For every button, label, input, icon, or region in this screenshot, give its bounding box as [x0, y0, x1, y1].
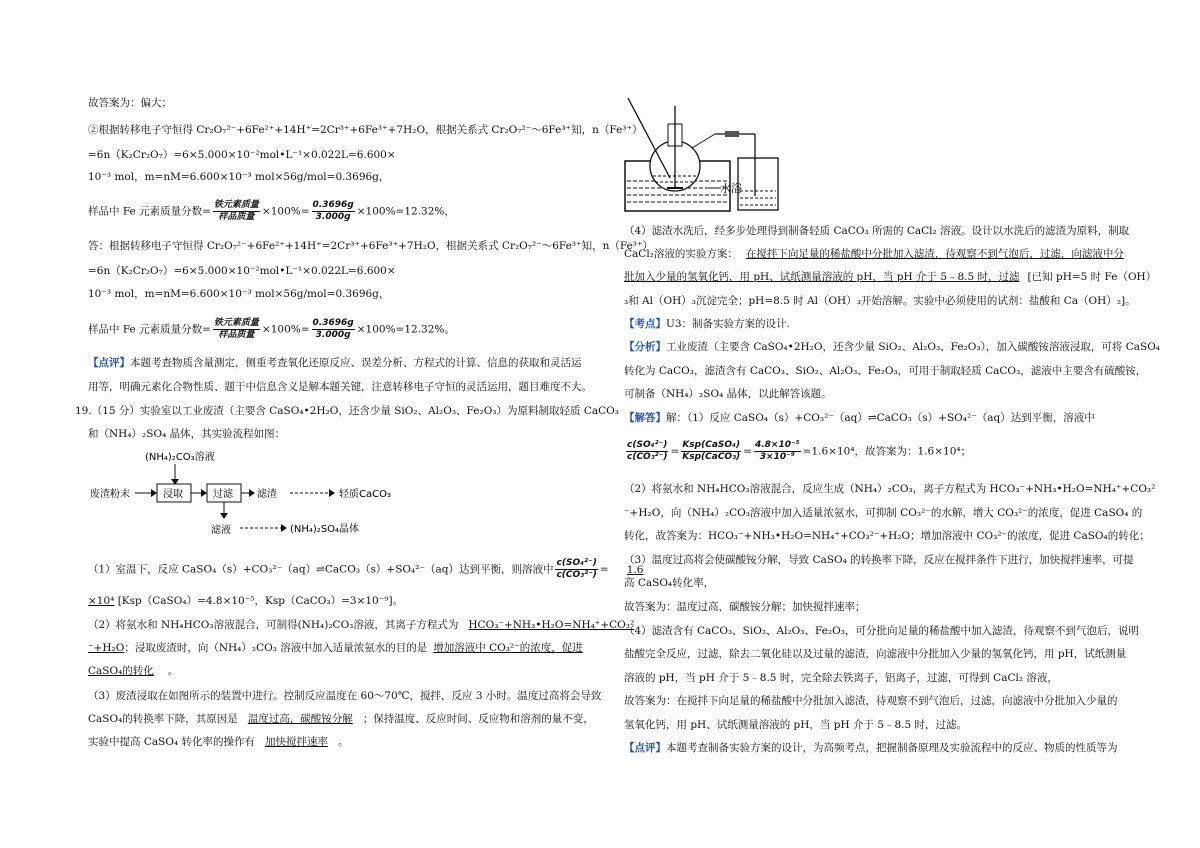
solution-tag: 【解答】: [624, 412, 666, 424]
comment-line: 【点评】本题考查制备实验方案的设计，为高频考点，把握制备原理及实验流程中的反应、物质的性质等为: [624, 742, 1118, 754]
text-line: 高 CaSO₄转化率，: [624, 577, 715, 589]
comment-line: 【点评】本题考查物质含量测定，侧重考查氧化还原反应、误差分析、方程式的计算、信息的获取和灵活运: [88, 357, 582, 369]
flow-filtrate-label: 滤液: [211, 525, 231, 536]
fraction: 铁元素质量 样品质量: [213, 318, 259, 340]
answer: 增加溶液中 CO₃²⁻的浓度，促进: [433, 642, 583, 654]
question-3: （3）废渣浸取在如图所示的装置中进行。控制反应温度在 60～70℃，搅拌，反应 3 小时。温度过高将会导致: [88, 690, 602, 702]
answer: HCO₃⁻+NH₃•H₂O=NH₄⁺+CO₃²: [468, 619, 635, 631]
ratio-fraction-line: $\frac{\text{c(SO₄²⁻)}}{\text{c(CO₃²⁻)}}$ = Ksp(CaSO₄) Ksp(CaCO₃) = $\frac{\text{4.8×10⁻⁵}}{\text{3×10⁻⁹}}$ =1.6×10⁴，故答案为：1.6×10⁴；: [627, 440, 972, 462]
text-line: CaCl₂溶液的实验方案： 在搅拌下向足量的稀盐酸中分批加入滤渣，待观察不到气泡后，过滤，向滤液中分: [624, 248, 1124, 260]
text-line: 氢氧化钙，用 pH、试纸测量溶液的 pH，当 pH 介于 5﹣8.5 时，过滤。: [624, 719, 968, 731]
fe-fraction-line: 样品中 Fe 元素质量分数= 铁元素质量 样品质量 ×100%= $\frac{0.3696g}{3.000g}$ ×100%=12.32%。: [88, 318, 455, 340]
answer: 在搅拌下向足量的稀盐酸中分批加入滤渣，待观察不到气泡后，过滤，向滤液中分: [745, 248, 1124, 260]
answer: 1.6: [626, 563, 644, 576]
fraction: $\frac{\text{c(SO₄²⁻)}}{\text{c(CO₃²⁻)}}$: [556, 558, 597, 580]
text-line: ⁻+H₂O，向（NH₄）₂CO₃溶液中加入适量浓氨水，可抑制 CO₃²⁻的水解，增大 CO₃²⁻的浓度，促进 CaSO₄ 的: [624, 507, 1143, 519]
text-line: 故答案为：温度过高，碳酸铵分解；加快搅拌速率；: [624, 601, 866, 613]
question-2-cont: CaSO₄的转化 。: [88, 665, 179, 677]
text-line: 盐酸完全反应，过滤，除去二氧化硅以及过量的滤渣，向滤液中分批加入少量的氢氧化钙，用 pH，试纸测量: [624, 648, 1127, 660]
text-line: 转化为 CaCO₃，滤渣含有 CaCO₃、SiO₂、Al₂O₃、Fe₂O₃，可用于制取轻质 CaCO₃，滤液中主要含有硫酸铵，: [624, 365, 1147, 377]
text-line: （2）将氨水和 NH₄HCO₃溶液混合，反应生成（NH₄）₂CO₃，离子方程式为 HCO₃⁻+NH₃•H₂O=NH₄⁺+CO₃²: [624, 483, 1156, 495]
water-bath-label: 水浴: [720, 182, 742, 195]
text-line: 转化，故答案为：HCO₃⁻+NH₃•H₂O=NH₄⁺+CO₃²⁻+H₂O；增加溶液中 CO₃²⁻的浓度，促进 CaSO₄的转化；: [624, 530, 1150, 542]
flow-product2-label: (NH₄)₂SO₄晶体: [290, 524, 360, 535]
flow-step2-label: 过滤: [213, 489, 233, 500]
flow-feed-label: 废渣粉末: [90, 489, 130, 500]
answer: ×10⁴: [88, 595, 115, 607]
answer: 加快搅拌速率: [264, 736, 328, 748]
text-line: （4）滤渣水洗后，经多步处理得到制备轻质 CaCO₃ 所需的 CaCl₂ 溶液。设计以水洗后的滤渣为原料，制取: [624, 225, 1130, 237]
text-line: 故答案为：在搅拌下向足量的稀盐酸中分批加入滤渣，待观察不到气泡后，过滤，向滤液中分批加入少量的: [624, 695, 1118, 707]
analysis-tag: 【分析】: [624, 341, 666, 353]
text-line: ②根据转移电子守恒得 Cr₂O₇²⁻+6Fe²⁺+14H⁺=2Cr³⁺+6Fe³⁺+7H₂O，根据关系式 Cr₂O₇²⁻～6Fe³⁺知，n（Fe³⁺）: [88, 124, 643, 136]
question-3-cont: CaSO₄的转换率下降，其原因是 温度过高，碳酸铵分解 ；保持温度、反应时间、反应物和溶剂的量不变，: [88, 713, 594, 725]
question-2: （2）将氨水和 NH₄HCO₃溶液混合，可制得(NH₄)₂CO₃溶液，其离子方程式为 HCO₃⁻+NH₃•H₂O=NH₄⁺+CO₃²: [88, 619, 635, 631]
comment-tag: 【点评】: [624, 742, 666, 754]
text-line: 10⁻³ mol，m=nM=6.600×10⁻³ mol×56g/mol=0.3696g，: [88, 288, 390, 300]
analysis-line: 【分析】工业废渣（主要含 CaSO₄•2H₂O，还含少量 SiO₂、Al₂O₃、Fe₂O₃），加入碳酸铵溶液浸取，可将 CaSO₄: [624, 341, 1161, 353]
text-line: 溶液的 pH，当 pH 介于 5﹣8.5 时，完全除去铁离子，铝离子，过滤，可得到 CaCl₂ 溶液，: [624, 672, 1058, 684]
question-1-cont: ×10⁴ [Ksp（CaSO₄）=4.8×10⁻⁵，Ksp（CaCO₃）=3×10⁻⁹]。: [88, 595, 404, 607]
text-line: =6n（K₂Cr₂O₇）=6×5.000×10⁻²mol•L⁻¹×0.022L=6.600×: [88, 149, 396, 161]
text-line: 答：根据转移电子守恒得 Cr₂O₇²⁻+6Fe²⁺+14H⁺=2Cr³⁺+6Fe³⁺+7H₂O，根据关系式 Cr₂O₇²⁻～6Fe³⁺知，n（Fe³⁺）: [88, 240, 654, 252]
fraction: $\frac{\text{4.8×10⁻⁵}}{\text{3×10⁻⁹}}$: [754, 440, 800, 462]
fraction: $\frac{\text{c(SO₄²⁻)}}{\text{c(CO₃²⁻)}}$: [627, 440, 668, 462]
fe-fraction-line: 样品中 Fe 元素质量分数= 铁元素质量 样品质量 ×100%= $\frac{0.3696g}{3.000g}$ ×100%=12.32%，: [88, 200, 455, 222]
answer: 批加入少量的氢氧化钙，用 pH、试纸测量溶液的 pH，当 pH 介于 5﹣8.5 时，过滤: [624, 271, 1020, 283]
fraction: $\frac{0.3696g}{3.000g}$: [312, 200, 354, 222]
flow-reagent-label: (NH₄)₂CO₃溶液: [145, 452, 215, 463]
text-line: =6n（K₂Cr₂O₇）=6×5.000×10⁻²mol•L⁻¹×0.022L=6.600×: [88, 265, 396, 277]
flow-product1-label: 轻质CaCO₃: [339, 489, 391, 500]
text-line: 批加入少量的氢氧化钙，用 pH、试纸测量溶液的 pH，当 pH 介于 5﹣8.5 时，过滤 [已知 pH=5 时 Fe（OH）: [624, 271, 1157, 283]
text-line: （3）温度过高将会使碳酸铵分解，导致 CaSO₄ 的转换率下降，反应在搅拌条件下进行，加快搅拌速率，可提: [624, 554, 1134, 566]
fraction: $\frac{0.3696g}{3.000g}$: [312, 318, 354, 340]
solution-line: 【解答】解：（1）反应 CaSO₄（s）+CO₃²⁻（aq）⇌CaCO₃（s）+SO₄²⁻（aq）达到平衡，溶液中: [624, 412, 1095, 424]
fraction: 铁元素质量 样品质量: [213, 200, 259, 222]
text-line: 和（NH₄）₂SO₄ 晶体，其实验流程如图：: [88, 428, 286, 440]
flow-residue-label: 滤渣: [257, 489, 277, 500]
knowledge-point-line: 【考点】U3：制备实验方案的设计.: [624, 318, 790, 330]
text-line: 用等，明确元素化合物性质、题干中信息含义是解本题关键，注意转移电子守恒的灵活运用，题目难度不大。: [88, 381, 592, 393]
comment-tag: 【点评】: [88, 357, 130, 369]
text-line: （4）滤渣含有 CaCO₃、SiO₂、Al₂O₃、Fe₂O₃，可分批向足量的稀盐酸中加入滤渣，待观察不到气泡后，说明: [624, 625, 1139, 637]
text-line: 可制备（NH₄）₂SO₄ 晶体，以此解答该题。: [624, 388, 832, 400]
answer: CaSO₄的转化: [88, 665, 154, 677]
knowledge-tag: 【考点】: [624, 318, 666, 330]
question-2-cont: ⁻+H₂O；浸取废渣时，向（NH₄）₂CO₃ 溶液中加入适量浓氨水的目的是 增加溶液中 CO₃²⁻的浓度，促进: [88, 642, 583, 654]
question-3-cont: 实验中提高 CaSO₄ 转化率的操作有 加快搅拌速率 。: [88, 736, 349, 748]
text-line: ₃和 Al（OH）₃沉淀完全；pH=8.5 时 Al（OH）₃开始溶解。实验中必须使用的试剂：盐酸和 Ca（OH）₂]。: [624, 295, 1136, 307]
question-1: （1）室温下，反应 CaSO₄（s）+CO₃²⁻（aq）⇌CaCO₃（s）+SO₄²⁻（aq）达到平衡，则溶液中 $\frac{\text{c(SO₄²⁻)}}{\text{c(CO₃²⁻)}}$ = 1.6: [88, 558, 644, 580]
answer: 温度过高，碳酸铵分解: [247, 713, 353, 725]
text-line: 故答案为：偏大；: [88, 97, 172, 109]
process-flow-diagram: [85, 447, 405, 542]
answer: ⁻+H₂O: [88, 642, 125, 654]
apparatus-diagram: [620, 96, 790, 216]
flow-step1-label: 浸取: [163, 489, 183, 500]
question-title: 19.（15 分）实验室以工业废渣（主要含 CaSO₄•2H₂O，还含少量 SiO₂、Al₂O₃、Fe₂O₃）为原料制取轻质 CaCO₃: [75, 405, 619, 417]
fraction: Ksp(CaSO₄) Ksp(CaCO₃): [682, 440, 741, 462]
text-line: 10⁻³ mol，m=nM=6.600×10⁻³ mol×56g/mol=0.3696g，: [88, 171, 390, 183]
